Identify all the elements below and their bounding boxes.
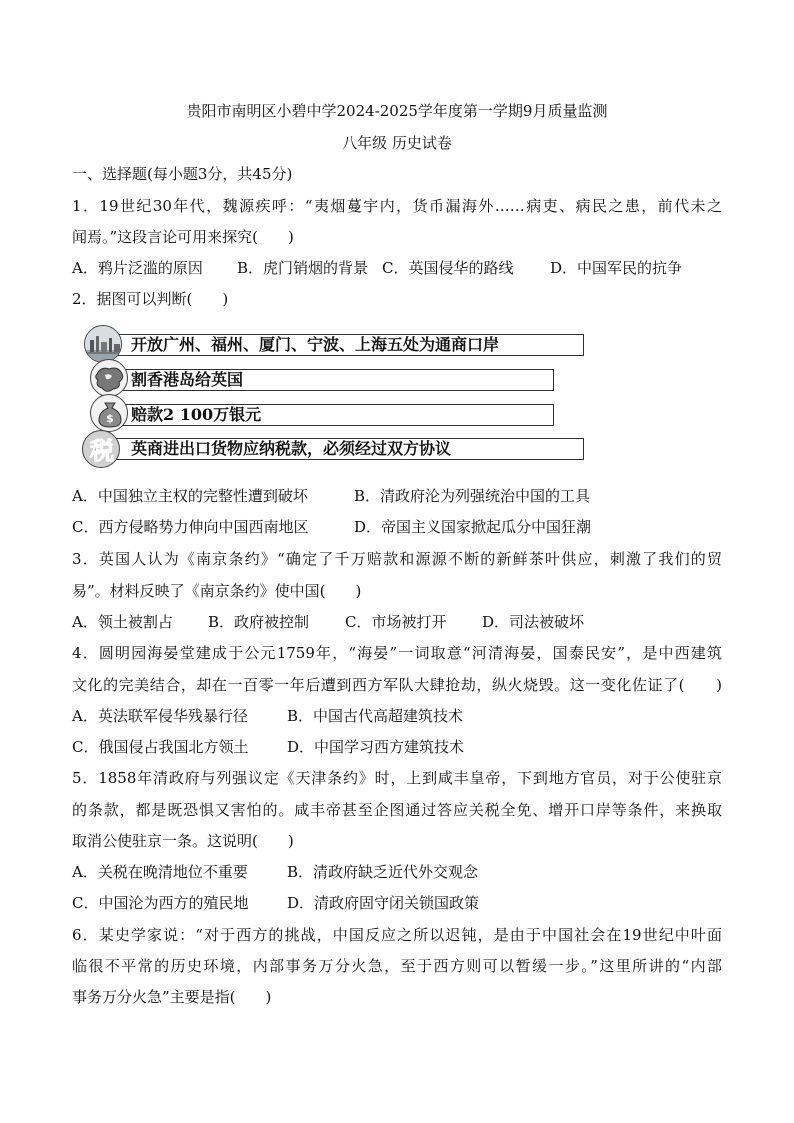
section-title: 一、选择题(每小题3分，共45分) <box>72 165 293 183</box>
question-5-option-a[interactable]: A．关税在晚清地位不重要 <box>72 863 248 881</box>
question-3-line-1: 3．英国人认为《南京条约》“确定了千万赔款和源源不断的新鲜茶叶供应，刺激了我们的贸 <box>72 550 722 568</box>
figure-item-ports: 开放广州、福州、厦门、宁波、上海五处为通商口岸 <box>100 334 584 356</box>
money-bag-icon <box>90 394 128 432</box>
exam-subtitle: 八年级 历史试卷 <box>342 134 452 152</box>
question-1-option-d[interactable]: D．中国军民的抗争 <box>550 259 683 277</box>
question-5-option-c[interactable]: C．中国沦为西方的殖民地 <box>72 894 249 912</box>
figure-item-indemnity: 赔款2 100万银元 <box>100 404 554 426</box>
question-6-line-1: 6．某史学家说：“对于西方的挑战，中国反应之所以迟钝，是由于中国社会在19世纪中叶面 <box>72 926 722 944</box>
question-1-option-b[interactable]: B．虎门销烟的背景 <box>237 259 369 277</box>
question-4-options-row-1 <box>72 705 463 727</box>
question-3-option-a[interactable]: A．领土被割占 <box>72 613 173 631</box>
question-5-options-row-2 <box>72 892 479 914</box>
treaty-figure <box>82 322 584 472</box>
map-icon <box>90 359 128 397</box>
question-5-option-b[interactable]: B．清政府缺乏近代外交观念 <box>287 863 479 881</box>
question-5-options-row-1 <box>72 861 478 883</box>
question-4-line-2: 文化的完美结合，却在一百零一年后遭到西方军队大肆抢劫，纵火烧毁。这一变化佐证了( ) <box>72 676 722 694</box>
question-5-line-3: 取消公使驻京一条。这说明( ) <box>72 832 294 850</box>
question-3-options <box>72 611 584 633</box>
question-6-line-3: 事务万分火急”主要是指( ) <box>72 988 272 1006</box>
question-1-options <box>72 257 682 279</box>
question-5-line-1: 5．1858年清政府与列强议定《天津条约》时，上到咸丰皇帝，下到地方官员，对于公使驻京 <box>72 769 722 787</box>
tax-char: 税 <box>90 436 114 465</box>
question-4-option-d[interactable]: D．中国学习西方建筑技术 <box>287 738 465 756</box>
question-3-option-d[interactable]: D．司法被破坏 <box>482 613 585 631</box>
question-1-line-1: 1．19世纪30年代，魏源疾呼：“夷烟蔓宇内，货币漏海外……病吏、病民之患，前代未之 <box>72 197 722 215</box>
question-2-stem: 2．据图可以判断( ) <box>72 290 229 308</box>
question-6-line-2: 临很不平常的历史环境，内部事务万分火急，至于西方则可以暂缓一步。”这里所讲的“内部 <box>72 957 722 975</box>
question-2-options-row-2 <box>72 516 591 538</box>
question-4-option-b[interactable]: B．中国古代高超建筑技术 <box>287 707 464 725</box>
money-symbol: $ <box>106 412 114 425</box>
question-1-option-a[interactable]: A．鸦片泛滥的原因 <box>72 259 203 277</box>
question-3-option-c[interactable]: C．市场被打开 <box>345 613 447 631</box>
question-1-line-2: 闻焉。”这段言论可用来探究( ) <box>72 228 294 246</box>
question-2-option-b[interactable]: B．清政府沦为列强统治中国的工具 <box>354 487 591 505</box>
question-3-line-2: 易”。材料反映了《南京条约》使中国( ) <box>72 582 362 600</box>
question-2-option-c[interactable]: C．西方侵略势力伸向中国西南地区 <box>72 518 309 536</box>
port-icon <box>84 325 122 363</box>
question-2-options-row-1 <box>72 485 590 507</box>
question-4-line-1: 4．圆明园海晏堂建成于公元1759年，“海晏”一词取意“河清海晏，国泰民安”，是中西建筑 <box>72 644 722 662</box>
question-2-option-d[interactable]: D．帝国主义国家掀起瓜分中国狂潮 <box>354 518 592 536</box>
tax-icon <box>82 430 120 468</box>
question-4-options-row-2 <box>72 736 464 758</box>
question-5-option-d[interactable]: D．清政府固守闭关锁国政策 <box>287 894 480 912</box>
figure-item-hongkong: 割香港岛给英国 <box>100 369 554 391</box>
question-4-option-c[interactable]: C．俄国侵占我国北方领土 <box>72 738 249 756</box>
question-5-line-2: 的条款，都是既恐惧又害怕的。咸丰帝甚至企图通过答应关税全免、增开口岸等条件，来换取 <box>72 801 722 819</box>
exam-title: 贵阳市南明区小碧中学2024-2025学年度第一学期9月质量监测 <box>186 102 608 120</box>
question-4-option-a[interactable]: A．英法联军侵华残暴行径 <box>72 707 248 725</box>
figure-item-tariff: 英商进出口货物应纳税款，必须经过双方协议 <box>100 438 584 460</box>
question-3-option-b[interactable]: B．政府被控制 <box>208 613 310 631</box>
question-2-option-a[interactable]: A．中国独立主权的完整性遭到破坏 <box>72 487 308 505</box>
question-1-option-c[interactable]: C．英国侵华的路线 <box>382 259 514 277</box>
